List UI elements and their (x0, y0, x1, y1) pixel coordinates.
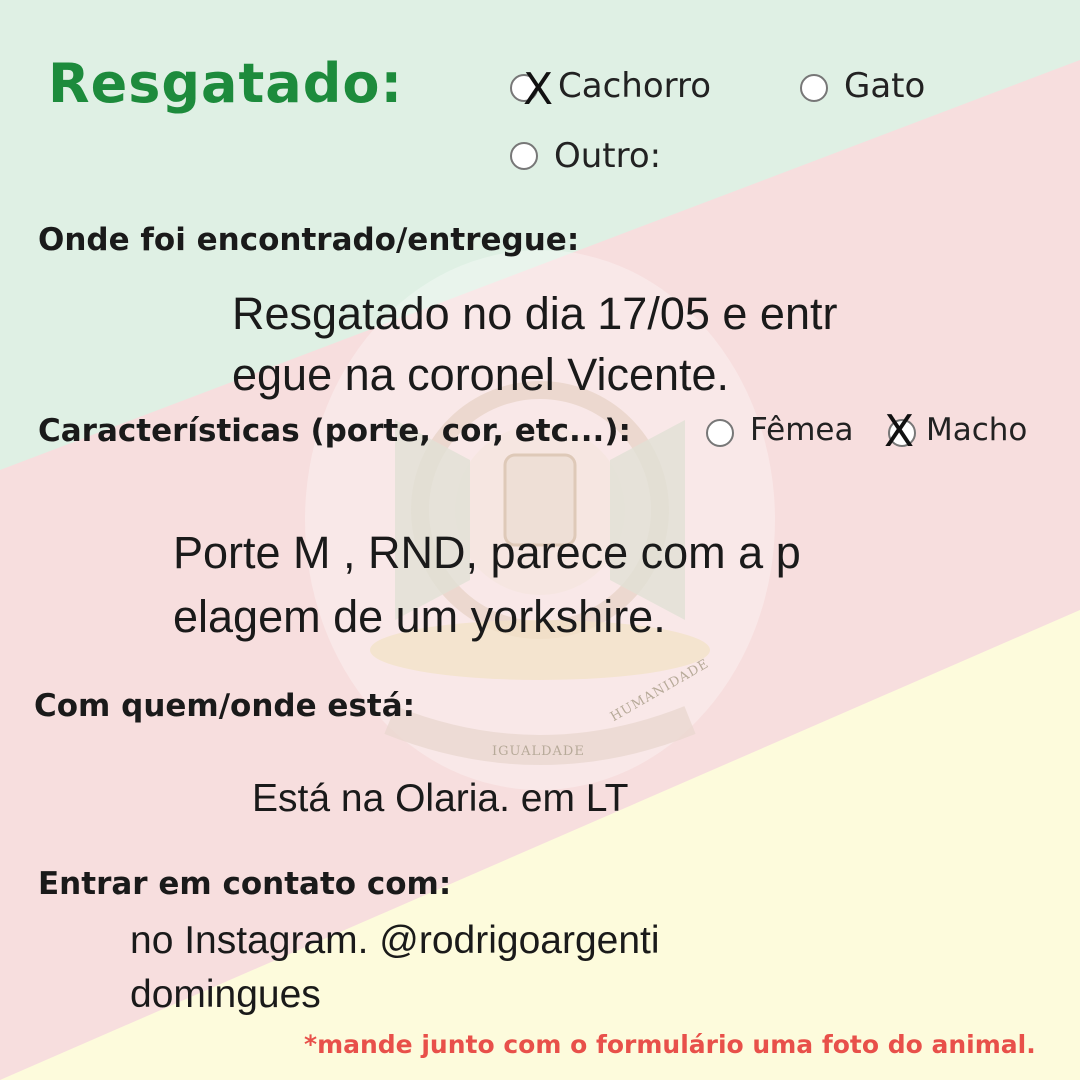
cachorro-label: Cachorro (558, 66, 712, 106)
found-label: Onde foi encontrado/entregue: (38, 222, 580, 258)
femea-label: Fêmea (750, 412, 854, 448)
emblem-word: HUMANIDADE (608, 656, 712, 725)
outro-radio[interactable] (510, 142, 538, 170)
traits-line: elagem de um yorkshire. (173, 591, 666, 642)
femea-radio[interactable] (706, 419, 734, 447)
location-value: Está na Olaria. em LT (252, 777, 629, 820)
macho-label: Macho (926, 412, 1028, 448)
footer-note: *mande junto com o formulário uma foto do animal. (304, 1030, 1036, 1059)
traits-label: Características (porte, cor, etc...): (38, 413, 631, 449)
found-line: Resgatado no dia 17/05 e entr (232, 288, 838, 339)
traits-line: Porte M , RND, parece com a p (173, 527, 801, 578)
gato-label: Gato (844, 66, 926, 106)
emblem-word: IGUALDADE (492, 744, 585, 759)
page-title: Resgatado: (48, 52, 404, 115)
macho-check-mark: X (884, 406, 915, 457)
found-line: egue na coronel Vicente. (232, 349, 730, 400)
contact-label: Entrar em contato com: (38, 866, 452, 902)
gato-radio[interactable] (800, 74, 828, 102)
outro-label: Outro: (554, 136, 662, 176)
contact-line: no Instagram. @rodrigoargenti (130, 919, 660, 962)
location-label: Com quem/onde está: (34, 688, 416, 724)
contact-line: domingues (130, 973, 321, 1016)
cachorro-check-mark: X (523, 64, 554, 115)
